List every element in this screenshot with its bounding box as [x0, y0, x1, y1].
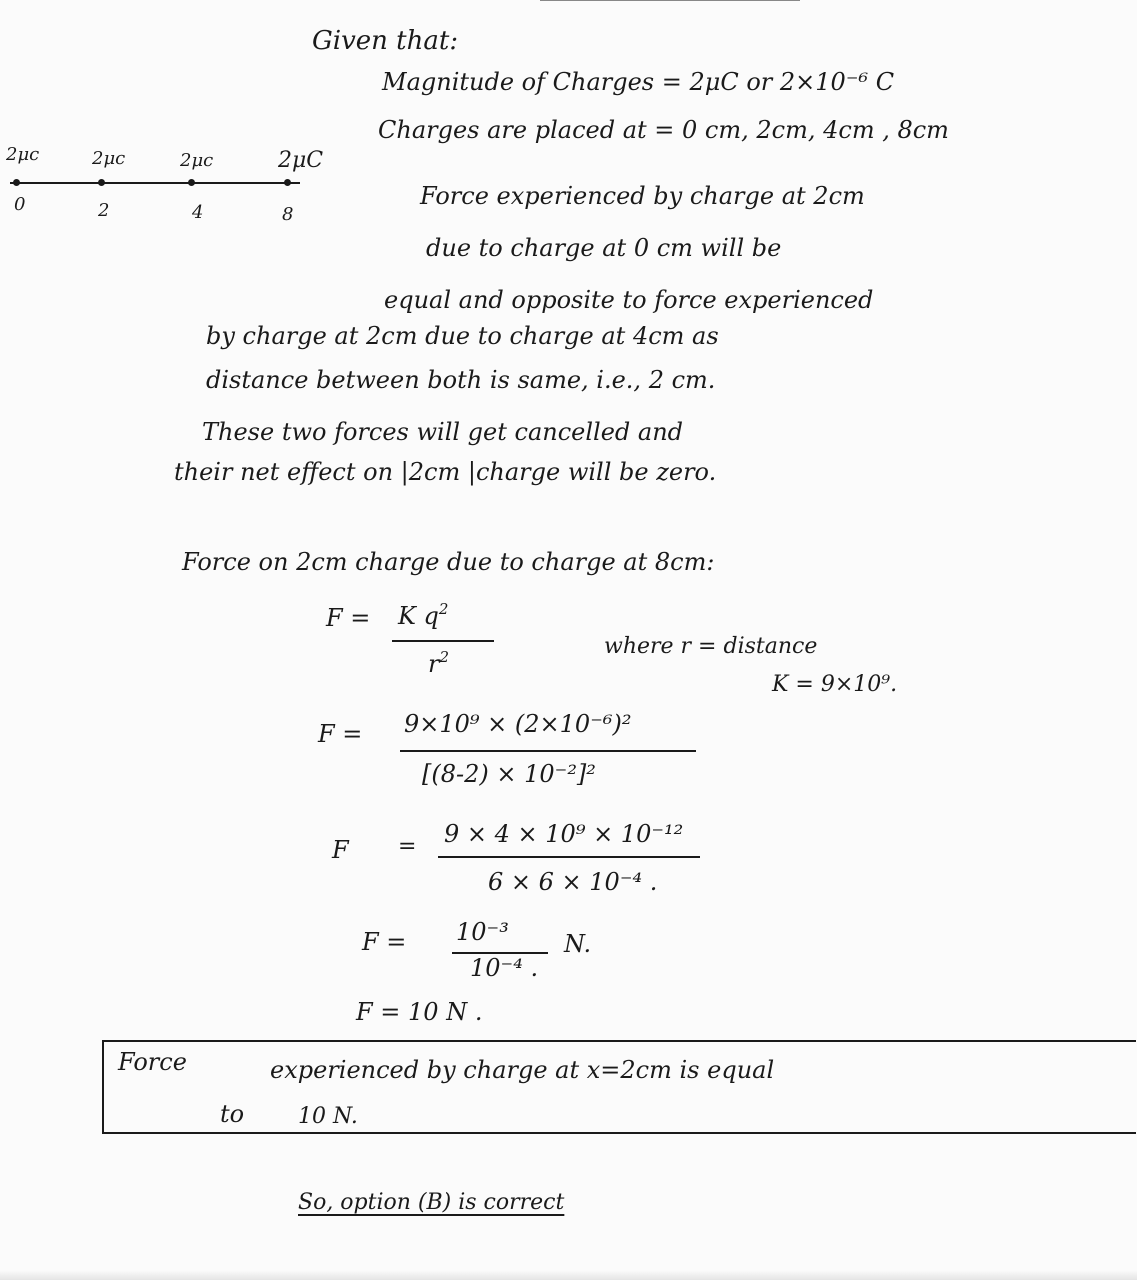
step-numerator: 9×10⁹ × (2×10⁻⁶)² [404, 710, 632, 738]
paragraph-line: Force experienced by charge at 2cm [420, 182, 865, 210]
step-lhs: F = [362, 928, 407, 956]
answer-word: Force [118, 1048, 187, 1076]
paragraph-line: equal and opposite to force experienced [384, 286, 874, 314]
position-label: 8 [282, 204, 294, 225]
formula-lhs: F = [326, 604, 371, 632]
page-top-rule [540, 0, 800, 1]
position-label: 0 [14, 194, 26, 215]
force-heading: Force on 2cm charge due to charge at 8cm: [182, 548, 715, 576]
fraction-bar [438, 856, 700, 858]
step-lhs: F = [318, 720, 363, 748]
position-label: 4 [192, 202, 204, 223]
step-lhs: F [332, 836, 349, 864]
charge-dot [188, 179, 195, 186]
step-denominator: 10⁻⁴ . [470, 954, 539, 982]
charge-dot [284, 179, 291, 186]
answer-box [102, 1040, 1136, 1134]
charge-label: 2μC [278, 148, 324, 173]
page-bottom-edge [0, 1270, 1137, 1280]
position-label: 2 [98, 200, 110, 221]
charge-dot [98, 179, 105, 186]
given-heading: Given that: [312, 26, 459, 56]
step-denominator: 6 × 6 × 10⁻⁴ . [488, 868, 658, 896]
conclusion: So, option (B) is correct [298, 1190, 565, 1215]
formula-denominator-exponent: 2 [439, 648, 450, 666]
answer-line: experienced by charge at x=2cm is equal [270, 1056, 775, 1084]
step-unit: N. [564, 930, 592, 958]
magnitude-line: Magnitude of Charges = 2μC or 2×10⁻⁶ C [382, 68, 895, 96]
fraction-bar [400, 750, 696, 752]
step-denominator: [(8-2) × 10⁻²]² [422, 760, 596, 788]
formula-numerator-exponent: 2 [438, 600, 449, 618]
paragraph-line: These two forces will get cancelled and [202, 418, 684, 446]
step-numerator: 10⁻³ [456, 918, 509, 946]
paragraph-line: distance between both is same, i.e., 2 cm. [206, 366, 716, 394]
placement-line: Charges are placed at = 0 cm, 2cm, 4cm , 8cm [378, 116, 949, 144]
paragraph-line: due to charge at 0 cm will be [426, 234, 782, 262]
formula-denominator: r [428, 650, 440, 678]
formula-numerator: K q [398, 602, 439, 630]
where-line: where r = distance [604, 634, 818, 659]
fraction-bar [392, 640, 494, 642]
charge-dot [13, 179, 20, 186]
paragraph-line: by charge at 2cm due to charge at 4cm as [206, 322, 719, 350]
number-line-axis [10, 182, 300, 184]
answer-value: 10 N. [298, 1104, 358, 1129]
step-numerator: 9 × 4 × 10⁹ × 10⁻¹² [444, 820, 684, 848]
paragraph-line: their net effect on |2cm |charge will be zero. [174, 458, 717, 486]
step-equals: = [398, 834, 417, 859]
answer-to: to [220, 1100, 245, 1128]
charge-label: 2μc [92, 148, 126, 169]
calculation-step-4: F = 10 N . [356, 998, 483, 1026]
charge-label: 2μc [180, 150, 214, 171]
constant-k-line: K = 9×10⁹. [772, 672, 898, 697]
charge-label: 2μc [6, 144, 40, 165]
